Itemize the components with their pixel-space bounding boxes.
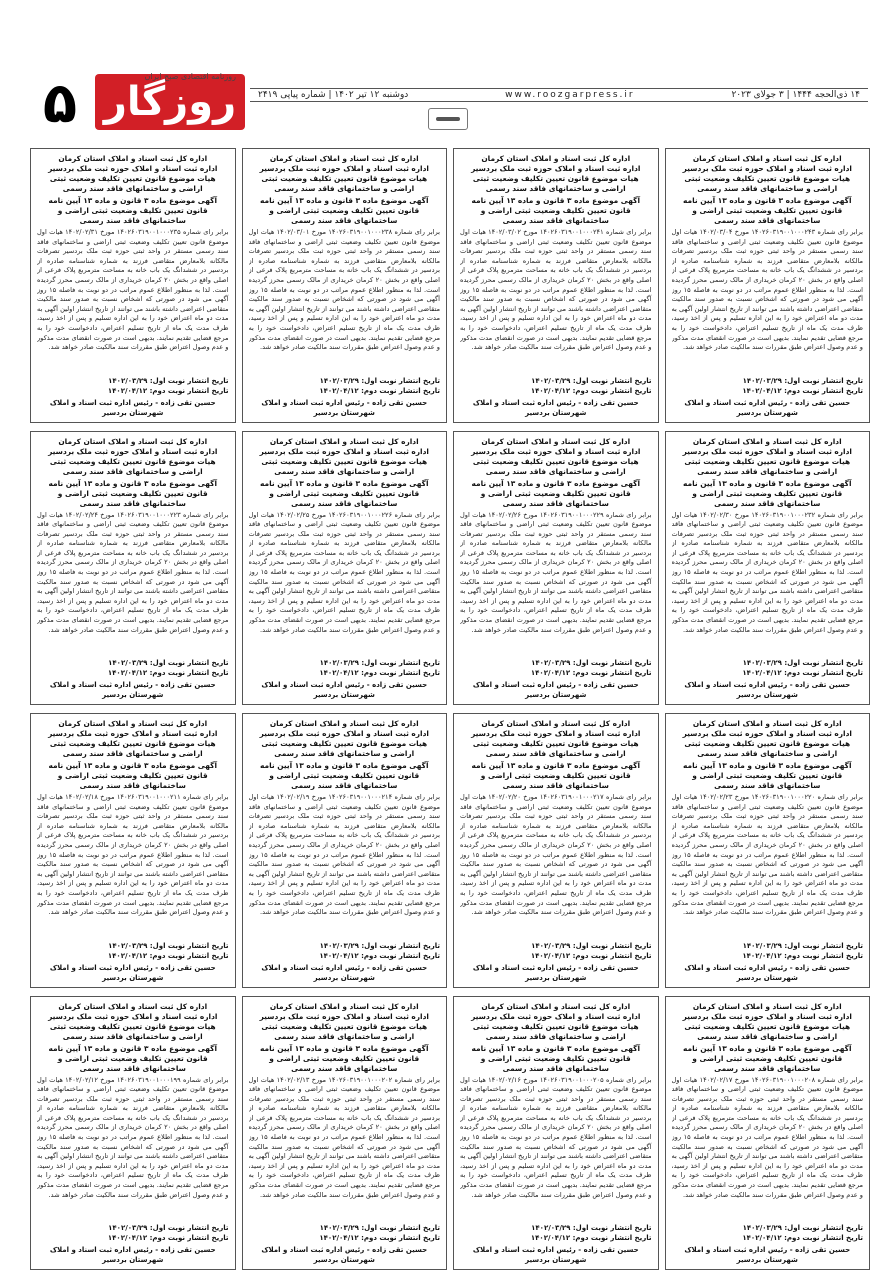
notice-office: اداره کل ثبت اسناد و املاک استان کرمان [269,1001,419,1011]
notice-board: هیات موضوع قانون تعیین تکلیف وضعیت ثبتی اراضی و ساختمانهای فاقد سند رسمی [261,739,428,758]
legal-notice [30,148,236,423]
notice-date-first: تاریخ انتشار نوبت اول: ۱۴۰۲/۰۳/۲۹ [319,659,440,667]
notice-date-first: تاریخ انتشار نوبت اول: ۱۴۰۲/۰۳/۲۹ [319,376,440,385]
notice-dept: اداره ثبت اسناد و املاک حوزه ثبت ملک بردسیر [48,729,218,738]
notice-signature: حسین تقی زاده - رئیس اداره ثبت اسناد و املاک شهرستان بردسیر [49,398,216,417]
notice-date-first: تاریخ انتشار نوبت اول: ۱۴۰۲/۰۳/۲۹ [531,1224,652,1232]
notice-board: هیات موضوع قانون تعیین تکلیف وضعیت ثبتی اراضی و ساختمانهای فاقد سند رسمی [472,456,639,476]
notice-heading: آگهی موضوع ماده ۳ قانون و ماده ۱۳ آیین نامه قانون تعیین تکلیف وضعیت ثبتی اراضی و ساختمانهای فاقد سند رسمی [471,196,640,225]
issue-strip [250,88,868,102]
legal-notice [665,431,871,706]
notice-date-second: تاریخ انتشار نوبت دوم: ۱۴۰۲/۰۴/۱۲ [107,951,229,960]
notice-heading: آگهی موضوع ماده ۳ قانون و ماده ۱۳ آیین نامه قانون تعیین تکلیف وضعیت ثبتی اراضی و ساختمانهای فاقد سند رسمی [471,761,640,790]
notice-date-first: تاریخ انتشار نوبت اول: ۱۴۰۲/۰۳/۲۹ [531,659,652,667]
legal-notice [453,713,659,988]
notice-office: اداره کل ثبت اسناد و املاک استان کرمان [692,154,842,163]
notice-dates [37,658,229,678]
notice-signature: حسین تقی زاده - رئیس اداره ثبت اسناد و املاک شهرستان بردسیر [49,681,216,699]
notice-office: اداره کل ثبت اسناد و املاک استان کرمان [58,719,208,728]
notice-office: اداره کل ثبت اسناد و املاک استان کرمان [481,1001,631,1011]
emblem-icon [428,108,468,130]
notice-body: برابر رای شماره ۱۴۰۲۶۰۳۱۹۰۰۱۰۰۰۲۰۸ مورخ ۱۴۰۲/۰۲/۱۷ هیات اول موضوع قانون تعیین تکلیف وضعیت ثبتی اراضی و ساختمانهای فاقد سند رسمی مستقر در واحد ثبتی حوزه ثبت ملک بردسیر تصرفات مالکانه بلامعارض متقاضی فرزند به شماره شناسنامه صادره از بردسیر در ششدانگ یک باب خانه به مساحت مترمربع پلاک فرعی از اصلی واقع در بخش ۲۰ کرمان خریداری از مالک رسمی محرز گردیده است. لذا به منظور اطلاع عموم مراتب در دو نوبت به فاصله ۱۵ روز آگهی می شود در صورتی که اشخاص نسبت به صدور سند مالکیت متقاضی اعتراضی داشته باشند می توانند از تاریخ انتشار اولین آگهی به مدت دو ماه اعتراض خود را به این اداره تسلیم و پس از اخذ رسید، ظرف مدت یک ماه از تاریخ تسلیم اعتراض، دادخواست خود را به مرجع قضایی تقدیم نمایند. بدیهی است در صورت انقضای مدت مذکور و عدم وصول اعتراض طبق مقررات سند مالکیت صادر خواهد شد. [671,1075,863,1199]
notice-signature: حسین تقی زاده - رئیس اداره ثبت اسناد و املاک شهرستان بردسیر [49,963,216,982]
notice-date-second: تاریخ انتشار نوبت دوم: ۱۴۰۲/۰۴/۱۲ [530,669,652,677]
notice-board: هیات موضوع قانون تعیین تکلیف وضعیت ثبتی اراضی و ساختمانهای فاقد سند رسمی [49,739,216,758]
logo-wordmark: روزگار [95,74,245,130]
notice-dept: اداره ثبت اسناد و املاک حوزه ثبت ملک بردسیر [682,1011,852,1021]
notice-body: برابر رای شماره ۱۴۰۲۶۰۳۱۹۰۰۱۰۰۰۲۲۳ مورخ ۱۴۰۲/۰۲/۲۴ هیات اول موضوع قانون تعیین تکلیف وضعیت ثبتی اراضی و ساختمانهای فاقد سند رسمی مستقر در واحد ثبتی حوزه ثبت ملک بردسیر تصرفات مالکانه بلامعارض متقاضی فرزند به شماره شناسنامه صادره از بردسیر در ششدانگ یک باب خانه به مساحت مترمربع پلاک فرعی از اصلی واقع در بخش ۲۰ کرمان خریداری از مالک رسمی محرز گردیده است. لذا به منظور اطلاع عموم مراتب در دو نوبت به فاصله ۱۵ روز آگهی می شود در صورتی که اشخاص نسبت به صدور سند مالکیت متقاضی اعتراضی داشته باشند می توانند از تاریخ انتشار اولین آگهی به مدت دو ماه اعتراض خود را به این اداره تسلیم و پس از اخذ رسید، ظرف مدت یک ماه از تاریخ تسلیم اعتراض، دادخواست خود را به مرجع قضایی تقدیم نمایند. بدیهی است در صورت انقضای مدت مذکور و عدم وصول اعتراض طبق مقررات سند مالکیت صادر خواهد شد. [37,510,229,634]
notice-heading: آگهی موضوع ماده ۳ قانون و ماده ۱۳ آیین نامه قانون تعیین تکلیف وضعیت ثبتی اراضی و ساختمانهای فاقد سند رسمی [683,761,852,790]
notice-office: اداره کل ثبت اسناد و املاک استان کرمان [481,719,631,728]
notice-heading: آگهی موضوع ماده ۳ قانون و ماده ۱۳ آیین نامه قانون تعیین تکلیف وضعیت ثبتی اراضی و ساختمانهای فاقد سند رسمی [260,478,429,508]
notice-date-second: تاریخ انتشار نوبت دوم: ۱۴۰۲/۰۴/۱۲ [319,669,440,677]
notice-dates [672,941,864,961]
notice-body: برابر رای شماره ۱۴۰۲۶۰۳۱۹۰۰۱۰۰۰۲۳۸ مورخ ۱۴۰۲/۰۳/۰۱ هیات اول موضوع قانون تعیین تکلیف وضعیت ثبتی اراضی و ساختمانهای فاقد سند رسمی مستقر در واحد ثبتی حوزه ثبت ملک بردسیر تصرفات مالکانه بلامعارض متقاضی فرزند به شماره شناسنامه صادره از بردسیر در ششدانگ یک باب خانه به مساحت مترمربع پلاک فرعی از اصلی واقع در بخش ۲۰ کرمان خریداری از مالک رسمی محرز گردیده است. لذا به منظور اطلاع عموم مراتب در دو نوبت به فاصله ۱۵ روز آگهی می شود در صورتی که اشخاص نسبت به صدور سند مالکیت متقاضی اعتراضی داشته باشند می توانند از تاریخ انتشار اولین آگهی به مدت دو ماه اعتراض خود را به این اداره تسلیم و پس از اخذ رسید، ظرف مدت یک ماه از تاریخ تسلیم اعتراض، دادخواست خود را به مرجع قضایی تقدیم نمایند. بدیهی است در صورت انقضای مدت مذکور و عدم وصول اعتراض طبق مقررات سند مالکیت صادر خواهد شد. [248,228,440,352]
notice-body: برابر رای شماره ۱۴۰۲۶۰۳۱۹۰۰۱۰۰۰۱۹۹ مورخ ۱۴۰۲/۰۲/۱۲ هیات اول موضوع قانون تعیین تکلیف وضعیت ثبتی اراضی و ساختمانهای فاقد سند رسمی مستقر در واحد ثبتی حوزه ثبت ملک بردسیر تصرفات مالکانه بلامعارض متقاضی فرزند به شماره شناسنامه صادره از بردسیر در ششدانگ یک باب خانه به مساحت مترمربع پلاک فرعی از اصلی واقع در بخش ۲۰ کرمان خریداری از مالک رسمی محرز گردیده است. لذا به منظور اطلاع عموم مراتب در دو نوبت به فاصله ۱۵ روز آگهی می شود در صورتی که اشخاص نسبت به صدور سند مالکیت متقاضی اعتراضی داشته باشند می توانند از تاریخ انتشار اولین آگهی به مدت دو ماه اعتراض خود را به این اداره تسلیم و پس از اخذ رسید، ظرف مدت یک ماه از تاریخ تسلیم اعتراض، دادخواست خود را به مرجع قضایی تقدیم نمایند. بدیهی است در صورت انقضای مدت مذکور و عدم وصول اعتراض طبق مقررات سند مالکیت صادر خواهد شد. [37,1075,229,1199]
notice-board: هیات موضوع قانون تعیین تکلیف وضعیت ثبتی اراضی و ساختمانهای فاقد سند رسمی [684,739,851,758]
notice-date-first: تاریخ انتشار نوبت اول: ۱۴۰۲/۰۳/۲۹ [108,376,229,385]
notice-dept: اداره ثبت اسناد و املاک حوزه ثبت ملک بردسیر [48,1011,218,1021]
notice-heading: آگهی موضوع ماده ۳ قانون و ماده ۱۳ آیین نامه قانون تعیین تکلیف وضعیت ثبتی اراضی و ساختمانهای فاقد سند رسمی [683,1043,852,1073]
page-number: ۵ [42,71,78,136]
notice-board: هیات موضوع قانون تعیین تکلیف وضعیت ثبتی اراضی و ساختمانهای فاقد سند رسمی [684,1021,851,1041]
notice-dept: اداره ثبت اسناد و املاک حوزه ثبت ملک بردسیر [471,446,641,456]
legal-notice [453,996,659,1271]
notice-office: اداره کل ثبت اسناد و املاک استان کرمان [58,1001,208,1011]
notice-date-first: تاریخ انتشار نوبت اول: ۱۴۰۲/۰۳/۲۹ [742,376,863,385]
notice-body: برابر رای شماره ۱۴۰۲۶۰۳۱۹۰۰۱۰۰۰۲۳۵ مورخ ۱۴۰۲/۰۲/۳۱ هیات اول موضوع قانون تعیین تکلیف وضعیت ثبتی اراضی و ساختمانهای فاقد سند رسمی مستقر در واحد ثبتی حوزه ثبت ملک بردسیر تصرفات مالکانه بلامعارض متقاضی فرزند به شماره شناسنامه صادره از بردسیر در ششدانگ یک باب خانه به مساحت مترمربع پلاک فرعی از اصلی واقع در بخش ۲۰ کرمان خریداری از مالک رسمی محرز گردیده است. لذا به منظور اطلاع عموم مراتب در دو نوبت به فاصله ۱۵ روز آگهی می شود در صورتی که اشخاص نسبت به صدور سند مالکیت متقاضی اعتراضی داشته باشند می توانند از تاریخ انتشار اولین آگهی به مدت دو ماه اعتراض خود را به این اداره تسلیم و پس از اخذ رسید، ظرف مدت یک ماه از تاریخ تسلیم اعتراض، دادخواست خود را به مرجع قضایی تقدیم نمایند. بدیهی است در صورت انقضای مدت مذکور و عدم وصول اعتراض طبق مقررات سند مالکیت صادر خواهد شد. [37,228,229,352]
notice-body: برابر رای شماره ۱۴۰۲۶۰۳۱۹۰۰۱۰۰۰۲۱۷ مورخ ۱۴۰۲/۰۲/۲۰ هیات اول موضوع قانون تعیین تکلیف وضعیت ثبتی اراضی و ساختمانهای فاقد سند رسمی مستقر در واحد ثبتی حوزه ثبت ملک بردسیر تصرفات مالکانه بلامعارض متقاضی فرزند به شماره شناسنامه صادره از بردسیر در ششدانگ یک باب خانه به مساحت مترمربع پلاک فرعی از اصلی واقع در بخش ۲۰ کرمان خریداری از مالک رسمی محرز گردیده است. لذا به منظور اطلاع عموم مراتب در دو نوبت به فاصله ۱۵ روز آگهی می شود در صورتی که اشخاص نسبت به صدور سند مالکیت متقاضی اعتراضی داشته باشند می توانند از تاریخ انتشار اولین آگهی به مدت دو ماه اعتراض خود را به این اداره تسلیم و پس از اخذ رسید، ظرف مدت یک ماه از تاریخ تسلیم اعتراض، دادخواست خود را به مرجع قضایی تقدیم نمایند. بدیهی است در صورت انقضای مدت مذکور و عدم وصول اعتراض طبق مقررات سند مالکیت صادر خواهد شد. [460,793,652,917]
notice-dates [37,1223,229,1243]
notice-dates [37,376,229,396]
notice-board: هیات موضوع قانون تعیین تکلیف وضعیت ثبتی اراضی و ساختمانهای فاقد سند رسمی [261,1021,428,1041]
legal-notice [453,148,659,423]
notice-dept: اداره ثبت اسناد و املاک حوزه ثبت ملک بردسیر [48,164,218,173]
notice-office: اداره کل ثبت اسناد و املاک استان کرمان [269,436,419,446]
notice-dates [460,376,652,396]
notice-dept: اداره ثبت اسناد و املاک حوزه ثبت ملک بردسیر [259,1011,429,1021]
notice-dept: اداره ثبت اسناد و املاک حوزه ثبت ملک بردسیر [471,1011,641,1021]
notice-board: هیات موضوع قانون تعیین تکلیف وضعیت ثبتی اراضی و ساختمانهای فاقد سند رسمی [684,174,851,193]
notice-board: هیات موضوع قانون تعیین تکلیف وضعیت ثبتی اراضی و ساختمانهای فاقد سند رسمی [261,174,428,193]
masthead [0,0,896,140]
legal-notice [665,713,871,988]
notice-office: اداره کل ثبت اسناد و املاک استان کرمان [692,436,842,446]
notice-dates [37,941,229,961]
notices-grid [30,148,870,1270]
notice-date-first: تاریخ انتشار نوبت اول: ۱۴۰۲/۰۳/۲۹ [742,659,863,667]
notice-office: اداره کل ثبت اسناد و املاک استان کرمان [692,719,842,728]
notice-heading: آگهی موضوع ماده ۳ قانون و ماده ۱۳ آیین نامه قانون تعیین تکلیف وضعیت ثبتی اراضی و ساختمانهای فاقد سند رسمی [683,196,852,225]
notice-date-second: تاریخ انتشار نوبت دوم: ۱۴۰۲/۰۴/۱۲ [107,669,229,677]
notice-signature: حسین تقی زاده - رئیس اداره ثبت اسناد و املاک شهرستان بردسیر [261,963,428,982]
notice-signature: حسین تقی زاده - رئیس اداره ثبت اسناد و املاک شهرستان بردسیر [472,681,639,699]
notice-office: اداره کل ثبت اسناد و املاک استان کرمان [269,719,419,728]
notice-date-first: تاریخ انتشار نوبت اول: ۱۴۰۲/۰۳/۲۹ [108,941,229,950]
notice-signature: حسین تقی زاده - رئیس اداره ثبت اسناد و املاک شهرستان بردسیر [49,1246,216,1264]
notice-dates [460,1223,652,1243]
notice-dept: اداره ثبت اسناد و املاک حوزه ثبت ملک بردسیر [48,446,218,456]
notice-signature: حسین تقی زاده - رئیس اداره ثبت اسناد و املاک شهرستان بردسیر [261,681,428,699]
issue-date: ۱۴ ذی‌الحجه ۱۴۴۴ | ۳ جولای ۲۰۲۳ [731,90,860,100]
notice-board: هیات موضوع قانون تعیین تکلیف وضعیت ثبتی اراضی و ساختمانهای فاقد سند رسمی [472,174,639,193]
notice-date-first: تاریخ انتشار نوبت اول: ۱۴۰۲/۰۳/۲۹ [531,941,652,950]
legal-notice [242,148,448,423]
notice-signature: حسین تقی زاده - رئیس اداره ثبت اسناد و املاک شهرستان بردسیر [472,1246,639,1264]
legal-notice [665,148,871,423]
site-url-link[interactable]: www.roozgarpress.ir [505,90,635,100]
notice-dates [672,658,864,678]
notice-signature: حسین تقی زاده - رئیس اداره ثبت اسناد و املاک شهرستان بردسیر [472,398,639,417]
notice-dates [460,941,652,961]
notice-date-second: تاریخ انتشار نوبت دوم: ۱۴۰۲/۰۴/۱۲ [319,951,440,960]
notice-board: هیات موضوع قانون تعیین تکلیف وضعیت ثبتی اراضی و ساختمانهای فاقد سند رسمی [472,739,639,758]
issue-meta: دوشنبه ۱۲ تیر ۱۴۰۲ | شماره پیاپی ۲۴۱۹ [258,90,409,100]
legal-notice [30,431,236,706]
notice-heading: آگهی موضوع ماده ۳ قانون و ماده ۱۳ آیین نامه قانون تعیین تکلیف وضعیت ثبتی اراضی و ساختمانهای فاقد سند رسمی [48,1043,217,1073]
legal-notice [30,996,236,1271]
notice-office: اداره کل ثبت اسناد و املاک استان کرمان [58,154,208,163]
legal-notice [30,713,236,988]
notice-date-first: تاریخ انتشار نوبت اول: ۱۴۰۲/۰۳/۲۹ [742,1224,863,1232]
notice-signature: حسین تقی زاده - رئیس اداره ثبت اسناد و املاک شهرستان بردسیر [472,963,639,982]
notice-body: برابر رای شماره ۱۴۰۲۶۰۳۱۹۰۰۱۰۰۰۲۳۲ مورخ ۱۴۰۲/۰۲/۳۰ هیات اول موضوع قانون تعیین تکلیف وضعیت ثبتی اراضی و ساختمانهای فاقد سند رسمی مستقر در واحد ثبتی حوزه ثبت ملک بردسیر تصرفات مالکانه بلامعارض متقاضی فرزند به شماره شناسنامه صادره از بردسیر در ششدانگ یک باب خانه به مساحت مترمربع پلاک فرعی از اصلی واقع در بخش ۲۰ کرمان خریداری از مالک رسمی محرز گردیده است. لذا به منظور اطلاع عموم مراتب در دو نوبت به فاصله ۱۵ روز آگهی می شود در صورتی که اشخاص نسبت به صدور سند مالکیت متقاضی اعتراضی داشته باشند می توانند از تاریخ انتشار اولین آگهی به مدت دو ماه اعتراض خود را به این اداره تسلیم و پس از اخذ رسید، ظرف مدت یک ماه از تاریخ تسلیم اعتراض، دادخواست خود را به مرجع قضایی تقدیم نمایند. بدیهی است در صورت انقضای مدت مذکور و عدم وصول اعتراض طبق مقررات سند مالکیت صادر خواهد شد. [671,510,863,634]
notice-date-second: تاریخ انتشار نوبت دوم: ۱۴۰۲/۰۴/۱۲ [742,669,863,677]
notice-date-second: تاریخ انتشار نوبت دوم: ۱۴۰۲/۰۴/۱۲ [319,1234,440,1242]
notice-dates [249,1223,441,1243]
notice-signature: حسین تقی زاده - رئیس اداره ثبت اسناد و املاک شهرستان بردسیر [261,398,428,417]
notice-date-second: تاریخ انتشار نوبت دوم: ۱۴۰۲/۰۴/۱۲ [742,951,863,960]
legal-notice [242,713,448,988]
notice-body: برابر رای شماره ۱۴۰۲۶۰۳۱۹۰۰۱۰۰۰۲۱۱ مورخ ۱۴۰۲/۰۲/۱۸ هیات اول موضوع قانون تعیین تکلیف وضعیت ثبتی اراضی و ساختمانهای فاقد سند رسمی مستقر در واحد ثبتی حوزه ثبت ملک بردسیر تصرفات مالکانه بلامعارض متقاضی فرزند به شماره شناسنامه صادره از بردسیر در ششدانگ یک باب خانه به مساحت مترمربع پلاک فرعی از اصلی واقع در بخش ۲۰ کرمان خریداری از مالک رسمی محرز گردیده است. لذا به منظور اطلاع عموم مراتب در دو نوبت به فاصله ۱۵ روز آگهی می شود در صورتی که اشخاص نسبت به صدور سند مالکیت متقاضی اعتراضی داشته باشند می توانند از تاریخ انتشار اولین آگهی به مدت دو ماه اعتراض خود را به این اداره تسلیم و پس از اخذ رسید، ظرف مدت یک ماه از تاریخ تسلیم اعتراض، دادخواست خود را به مرجع قضایی تقدیم نمایند. بدیهی است در صورت انقضای مدت مذکور و عدم وصول اعتراض طبق مقررات سند مالکیت صادر خواهد شد. [37,793,229,917]
notice-office: اداره کل ثبت اسناد و املاک استان کرمان [269,154,419,163]
notice-dates [672,376,864,396]
notice-signature: حسین تقی زاده - رئیس اداره ثبت اسناد و املاک شهرستان بردسیر [684,1246,851,1264]
notice-signature: حسین تقی زاده - رئیس اداره ثبت اسناد و املاک شهرستان بردسیر [684,963,851,982]
notice-date-first: تاریخ انتشار نوبت اول: ۱۴۰۲/۰۳/۲۹ [108,659,229,667]
notice-office: اداره کل ثبت اسناد و املاک استان کرمان [58,436,208,446]
notice-body: برابر رای شماره ۱۴۰۲۶۰۳۱۹۰۰۱۰۰۰۲۴۳ مورخ ۱۴۰۲/۰۳/۰۴ هیات اول موضوع قانون تعیین تکلیف وضعیت ثبتی اراضی و ساختمانهای فاقد سند رسمی مستقر در واحد ثبتی حوزه ثبت ملک بردسیر تصرفات مالکانه بلامعارض متقاضی فرزند به شماره شناسنامه صادره از بردسیر در ششدانگ یک باب خانه به مساحت مترمربع پلاک فرعی از اصلی واقع در بخش ۲۰ کرمان خریداری از مالک رسمی محرز گردیده است. لذا به منظور اطلاع عموم مراتب در دو نوبت به فاصله ۱۵ روز آگهی می شود در صورتی که اشخاص نسبت به صدور سند مالکیت متقاضی اعتراضی داشته باشند می توانند از تاریخ انتشار اولین آگهی به مدت دو ماه اعتراض خود را به این اداره تسلیم و پس از اخذ رسید، ظرف مدت یک ماه از تاریخ تسلیم اعتراض، دادخواست خود را به مرجع قضایی تقدیم نمایند. بدیهی است در صورت انقضای مدت مذکور و عدم وصول اعتراض طبق مقررات سند مالکیت صادر خواهد شد. [671,228,863,352]
notice-board: هیات موضوع قانون تعیین تکلیف وضعیت ثبتی اراضی و ساختمانهای فاقد سند رسمی [684,456,851,476]
notice-heading: آگهی موضوع ماده ۳ قانون و ماده ۱۳ آیین نامه قانون تعیین تکلیف وضعیت ثبتی اراضی و ساختمانهای فاقد سند رسمی [260,761,429,790]
notice-date-second: تاریخ انتشار نوبت دوم: ۱۴۰۲/۰۴/۱۲ [319,386,440,395]
notice-heading: آگهی موضوع ماده ۳ قانون و ماده ۱۳ آیین نامه قانون تعیین تکلیف وضعیت ثبتی اراضی و ساختمانهای فاقد سند رسمی [48,478,217,508]
notice-board: هیات موضوع قانون تعیین تکلیف وضعیت ثبتی اراضی و ساختمانهای فاقد سند رسمی [49,174,216,193]
legal-notice [453,431,659,706]
notice-office: اداره کل ثبت اسناد و املاک استان کرمان [692,1001,842,1011]
notice-date-first: تاریخ انتشار نوبت اول: ۱۴۰۲/۰۳/۲۹ [108,1224,229,1232]
notice-heading: آگهی موضوع ماده ۳ قانون و ماده ۱۳ آیین نامه قانون تعیین تکلیف وضعیت ثبتی اراضی و ساختمانهای فاقد سند رسمی [260,1043,429,1073]
notice-dates [672,1223,864,1243]
legal-notice [242,996,448,1271]
notice-office: اداره کل ثبت اسناد و املاک استان کرمان [481,436,631,446]
notice-board: هیات موضوع قانون تعیین تکلیف وضعیت ثبتی اراضی و ساختمانهای فاقد سند رسمی [49,1021,216,1041]
notice-dept: اداره ثبت اسناد و املاک حوزه ثبت ملک بردسیر [682,164,852,173]
notice-dates [249,376,441,396]
notice-signature: حسین تقی زاده - رئیس اداره ثبت اسناد و املاک شهرستان بردسیر [684,681,851,699]
notice-body: برابر رای شماره ۱۴۰۲۶۰۳۱۹۰۰۱۰۰۰۲۴۱ مورخ ۱۴۰۲/۰۳/۰۲ هیات اول موضوع قانون تعیین تکلیف وضعیت ثبتی اراضی و ساختمانهای فاقد سند رسمی مستقر در واحد ثبتی حوزه ثبت ملک بردسیر تصرفات مالکانه بلامعارض متقاضی فرزند به شماره شناسنامه صادره از بردسیر در ششدانگ یک باب خانه به مساحت مترمربع پلاک فرعی از اصلی واقع در بخش ۲۰ کرمان خریداری از مالک رسمی محرز گردیده است. لذا به منظور اطلاع عموم مراتب در دو نوبت به فاصله ۱۵ روز آگهی می شود در صورتی که اشخاص نسبت به صدور سند مالکیت متقاضی اعتراضی داشته باشند می توانند از تاریخ انتشار اولین آگهی به مدت دو ماه اعتراض خود را به این اداره تسلیم و پس از اخذ رسید، ظرف مدت یک ماه از تاریخ تسلیم اعتراض، دادخواست خود را به مرجع قضایی تقدیم نمایند. بدیهی است در صورت انقضای مدت مذکور و عدم وصول اعتراض طبق مقررات سند مالکیت صادر خواهد شد. [460,228,652,352]
notice-body: برابر رای شماره ۱۴۰۲۶۰۳۱۹۰۰۱۰۰۰۲۲۹ مورخ ۱۴۰۲/۰۲/۲۶ هیات اول موضوع قانون تعیین تکلیف وضعیت ثبتی اراضی و ساختمانهای فاقد سند رسمی مستقر در واحد ثبتی حوزه ثبت ملک بردسیر تصرفات مالکانه بلامعارض متقاضی فرزند به شماره شناسنامه صادره از بردسیر در ششدانگ یک باب خانه به مساحت مترمربع پلاک فرعی از اصلی واقع در بخش ۲۰ کرمان خریداری از مالک رسمی محرز گردیده است. لذا به منظور اطلاع عموم مراتب در دو نوبت به فاصله ۱۵ روز آگهی می شود در صورتی که اشخاص نسبت به صدور سند مالکیت متقاضی اعتراضی داشته باشند می توانند از تاریخ انتشار اولین آگهی به مدت دو ماه اعتراض خود را به این اداره تسلیم و پس از اخذ رسید، ظرف مدت یک ماه از تاریخ تسلیم اعتراض، دادخواست خود را به مرجع قضایی تقدیم نمایند. بدیهی است در صورت انقضای مدت مذکور و عدم وصول اعتراض طبق مقررات سند مالکیت صادر خواهد شد. [460,510,652,634]
notice-date-second: تاریخ انتشار نوبت دوم: ۱۴۰۲/۰۴/۱۲ [107,1234,229,1242]
notice-body: برابر رای شماره ۱۴۰۲۶۰۳۱۹۰۰۱۰۰۰۲۰۲ مورخ ۱۴۰۲/۰۲/۱۳ هیات اول موضوع قانون تعیین تکلیف وضعیت ثبتی اراضی و ساختمانهای فاقد سند رسمی مستقر در واحد ثبتی حوزه ثبت ملک بردسیر تصرفات مالکانه بلامعارض متقاضی فرزند به شماره شناسنامه صادره از بردسیر در ششدانگ یک باب خانه به مساحت مترمربع پلاک فرعی از اصلی واقع در بخش ۲۰ کرمان خریداری از مالک رسمی محرز گردیده است. لذا به منظور اطلاع عموم مراتب در دو نوبت به فاصله ۱۵ روز آگهی می شود در صورتی که اشخاص نسبت به صدور سند مالکیت متقاضی اعتراضی داشته باشند می توانند از تاریخ انتشار اولین آگهی به مدت دو ماه اعتراض خود را به این اداره تسلیم و پس از اخذ رسید، ظرف مدت یک ماه از تاریخ تسلیم اعتراض، دادخواست خود را به مرجع قضایی تقدیم نمایند. بدیهی است در صورت انقضای مدت مذکور و عدم وصول اعتراض طبق مقررات سند مالکیت صادر خواهد شد. [248,1075,440,1199]
notice-dept: اداره ثبت اسناد و املاک حوزه ثبت ملک بردسیر [682,729,852,738]
notice-body: برابر رای شماره ۱۴۰۲۶۰۳۱۹۰۰۱۰۰۰۲۲۶ مورخ ۱۴۰۲/۰۲/۲۵ هیات اول موضوع قانون تعیین تکلیف وضعیت ثبتی اراضی و ساختمانهای فاقد سند رسمی مستقر در واحد ثبتی حوزه ثبت ملک بردسیر تصرفات مالکانه بلامعارض متقاضی فرزند به شماره شناسنامه صادره از بردسیر در ششدانگ یک باب خانه به مساحت مترمربع پلاک فرعی از اصلی واقع در بخش ۲۰ کرمان خریداری از مالک رسمی محرز گردیده است. لذا به منظور اطلاع عموم مراتب در دو نوبت به فاصله ۱۵ روز آگهی می شود در صورتی که اشخاص نسبت به صدور سند مالکیت متقاضی اعتراضی داشته باشند می توانند از تاریخ انتشار اولین آگهی به مدت دو ماه اعتراض خود را به این اداره تسلیم و پس از اخذ رسید، ظرف مدت یک ماه از تاریخ تسلیم اعتراض، دادخواست خود را به مرجع قضایی تقدیم نمایند. بدیهی است در صورت انقضای مدت مذکور و عدم وصول اعتراض طبق مقررات سند مالکیت صادر خواهد شد. [248,510,440,634]
notice-dept: اداره ثبت اسناد و املاک حوزه ثبت ملک بردسیر [471,164,641,173]
notice-body: برابر رای شماره ۱۴۰۲۶۰۳۱۹۰۰۱۰۰۰۲۰۵ مورخ ۱۴۰۲/۰۲/۱۶ هیات اول موضوع قانون تعیین تکلیف وضعیت ثبتی اراضی و ساختمانهای فاقد سند رسمی مستقر در واحد ثبتی حوزه ثبت ملک بردسیر تصرفات مالکانه بلامعارض متقاضی فرزند به شماره شناسنامه صادره از بردسیر در ششدانگ یک باب خانه به مساحت مترمربع پلاک فرعی از اصلی واقع در بخش ۲۰ کرمان خریداری از مالک رسمی محرز گردیده است. لذا به منظور اطلاع عموم مراتب در دو نوبت به فاصله ۱۵ روز آگهی می شود در صورتی که اشخاص نسبت به صدور سند مالکیت متقاضی اعتراضی داشته باشند می توانند از تاریخ انتشار اولین آگهی به مدت دو ماه اعتراض خود را به این اداره تسلیم و پس از اخذ رسید، ظرف مدت یک ماه از تاریخ تسلیم اعتراض، دادخواست خود را به مرجع قضایی تقدیم نمایند. بدیهی است در صورت انقضای مدت مذکور و عدم وصول اعتراض طبق مقررات سند مالکیت صادر خواهد شد. [460,1075,652,1199]
notice-date-first: تاریخ انتشار نوبت اول: ۱۴۰۲/۰۳/۲۹ [319,1224,440,1232]
notice-dept: اداره ثبت اسناد و املاک حوزه ثبت ملک بردسیر [259,446,429,456]
notice-date-second: تاریخ انتشار نوبت دوم: ۱۴۰۲/۰۴/۱۲ [742,386,863,395]
notice-date-second: تاریخ انتشار نوبت دوم: ۱۴۰۲/۰۴/۱۲ [530,1234,652,1242]
notice-body: برابر رای شماره ۱۴۰۲۶۰۳۱۹۰۰۱۰۰۰۲۲۰ مورخ ۱۴۰۲/۰۲/۲۳ هیات اول موضوع قانون تعیین تکلیف وضعیت ثبتی اراضی و ساختمانهای فاقد سند رسمی مستقر در واحد ثبتی حوزه ثبت ملک بردسیر تصرفات مالکانه بلامعارض متقاضی فرزند به شماره شناسنامه صادره از بردسیر در ششدانگ یک باب خانه به مساحت مترمربع پلاک فرعی از اصلی واقع در بخش ۲۰ کرمان خریداری از مالک رسمی محرز گردیده است. لذا به منظور اطلاع عموم مراتب در دو نوبت به فاصله ۱۵ روز آگهی می شود در صورتی که اشخاص نسبت به صدور سند مالکیت متقاضی اعتراضی داشته باشند می توانند از تاریخ انتشار اولین آگهی به مدت دو ماه اعتراض خود را به این اداره تسلیم و پس از اخذ رسید، ظرف مدت یک ماه از تاریخ تسلیم اعتراض، دادخواست خود را به مرجع قضایی تقدیم نمایند. بدیهی است در صورت انقضای مدت مذکور و عدم وصول اعتراض طبق مقررات سند مالکیت صادر خواهد شد. [671,793,863,917]
notice-signature: حسین تقی زاده - رئیس اداره ثبت اسناد و املاک شهرستان بردسیر [684,398,851,417]
notice-dept: اداره ثبت اسناد و املاک حوزه ثبت ملک بردسیر [259,164,429,173]
notice-dates [249,658,441,678]
notice-dept: اداره ثبت اسناد و املاک حوزه ثبت ملک بردسیر [471,729,641,738]
notice-heading: آگهی موضوع ماده ۳ قانون و ماده ۱۳ آیین نامه قانون تعیین تکلیف وضعیت ثبتی اراضی و ساختمانهای فاقد سند رسمی [471,1043,640,1073]
notice-date-second: تاریخ انتشار نوبت دوم: ۱۴۰۲/۰۴/۱۲ [742,1234,863,1242]
notice-date-second: تاریخ انتشار نوبت دوم: ۱۴۰۲/۰۴/۱۲ [107,386,229,395]
notice-date-first: تاریخ انتشار نوبت اول: ۱۴۰۲/۰۳/۲۹ [742,941,863,950]
notice-date-first: تاریخ انتشار نوبت اول: ۱۴۰۲/۰۳/۲۹ [319,941,440,950]
notice-office: اداره کل ثبت اسناد و املاک استان کرمان [481,154,631,163]
notice-body: برابر رای شماره ۱۴۰۲۶۰۳۱۹۰۰۱۰۰۰۲۱۴ مورخ ۱۴۰۲/۰۲/۱۹ هیات اول موضوع قانون تعیین تکلیف وضعیت ثبتی اراضی و ساختمانهای فاقد سند رسمی مستقر در واحد ثبتی حوزه ثبت ملک بردسیر تصرفات مالکانه بلامعارض متقاضی فرزند به شماره شناسنامه صادره از بردسیر در ششدانگ یک باب خانه به مساحت مترمربع پلاک فرعی از اصلی واقع در بخش ۲۰ کرمان خریداری از مالک رسمی محرز گردیده است. لذا به منظور اطلاع عموم مراتب در دو نوبت به فاصله ۱۵ روز آگهی می شود در صورتی که اشخاص نسبت به صدور سند مالکیت متقاضی اعتراضی داشته باشند می توانند از تاریخ انتشار اولین آگهی به مدت دو ماه اعتراض خود را به این اداره تسلیم و پس از اخذ رسید، ظرف مدت یک ماه از تاریخ تسلیم اعتراض، دادخواست خود را به مرجع قضایی تقدیم نمایند. بدیهی است در صورت انقضای مدت مذکور و عدم وصول اعتراض طبق مقررات سند مالکیت صادر خواهد شد. [248,793,440,917]
notice-heading: آگهی موضوع ماده ۳ قانون و ماده ۱۳ آیین نامه قانون تعیین تکلیف وضعیت ثبتی اراضی و ساختمانهای فاقد سند رسمی [48,761,217,790]
logo-tagline: روزنامه اقتصادی صبح ایران [144,72,236,81]
notice-board: هیات موضوع قانون تعیین تکلیف وضعیت ثبتی اراضی و ساختمانهای فاقد سند رسمی [472,1021,639,1041]
legal-notice [242,431,448,706]
notice-board: هیات موضوع قانون تعیین تکلیف وضعیت ثبتی اراضی و ساختمانهای فاقد سند رسمی [49,456,216,476]
notice-dates [249,941,441,961]
notice-heading: آگهی موضوع ماده ۳ قانون و ماده ۱۳ آیین نامه قانون تعیین تکلیف وضعیت ثبتی اراضی و ساختمانهای فاقد سند رسمی [48,196,217,225]
notice-dept: اداره ثبت اسناد و املاک حوزه ثبت ملک بردسیر [682,446,852,456]
notice-dept: اداره ثبت اسناد و املاک حوزه ثبت ملک بردسیر [259,729,429,738]
notice-signature: حسین تقی زاده - رئیس اداره ثبت اسناد و املاک شهرستان بردسیر [261,1246,428,1264]
notice-date-second: تاریخ انتشار نوبت دوم: ۱۴۰۲/۰۴/۱۲ [530,951,652,960]
notice-heading: آگهی موضوع ماده ۳ قانون و ماده ۱۳ آیین نامه قانون تعیین تکلیف وضعیت ثبتی اراضی و ساختمانهای فاقد سند رسمی [471,478,640,508]
notice-heading: آگهی موضوع ماده ۳ قانون و ماده ۱۳ آیین نامه قانون تعیین تکلیف وضعیت ثبتی اراضی و ساختمانهای فاقد سند رسمی [683,478,852,508]
legal-notice [665,996,871,1271]
notice-board: هیات موضوع قانون تعیین تکلیف وضعیت ثبتی اراضی و ساختمانهای فاقد سند رسمی [261,456,428,476]
notice-date-first: تاریخ انتشار نوبت اول: ۱۴۰۲/۰۳/۲۹ [531,376,652,385]
notice-dates [460,658,652,678]
notice-heading: آگهی موضوع ماده ۳ قانون و ماده ۱۳ آیین نامه قانون تعیین تکلیف وضعیت ثبتی اراضی و ساختمانهای فاقد سند رسمی [260,196,429,225]
notice-date-second: تاریخ انتشار نوبت دوم: ۱۴۰۲/۰۴/۱۲ [530,386,652,395]
